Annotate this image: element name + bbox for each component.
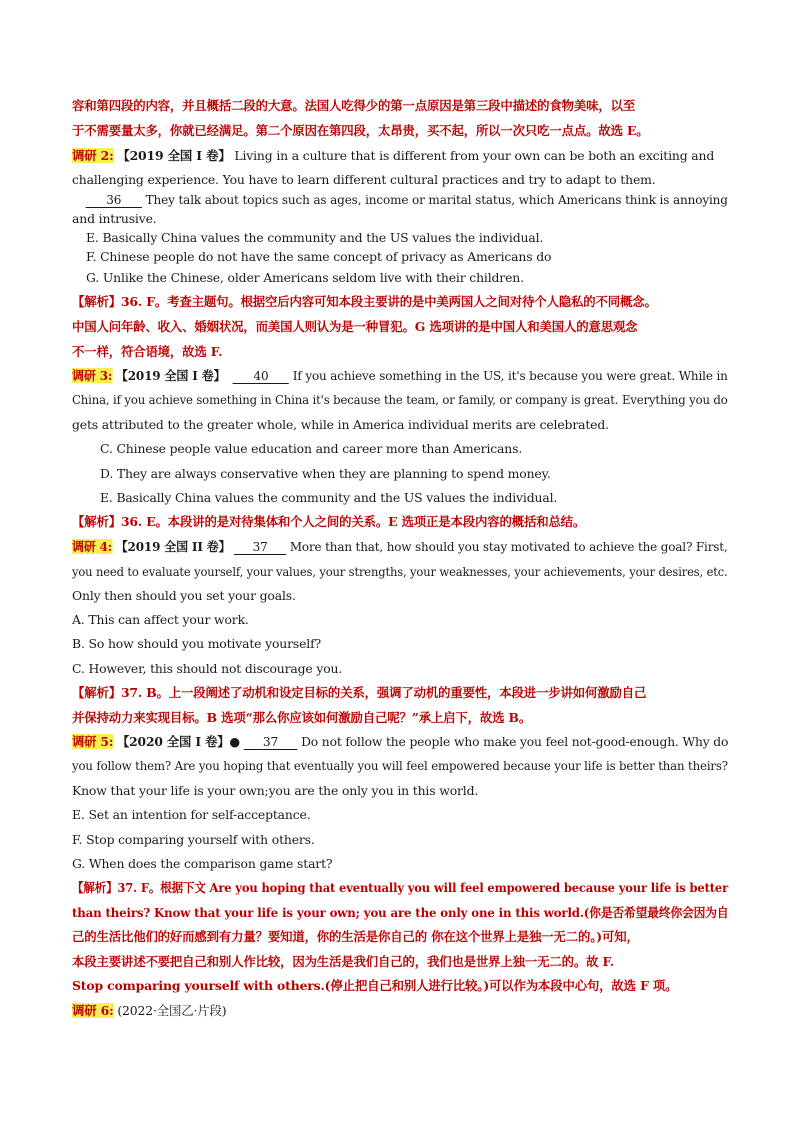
q2-blank: 36: [86, 193, 142, 208]
q5-text-1: Do not follow the people who make you feel not-good-enough. Why do: [301, 734, 729, 749]
q4-stem-line-2: you need to evaluate yourself, your values, your strengths, your weaknesses, your achievements, your desires, etc.: [72, 564, 728, 579]
q2-text-1: Living in a culture that is different from your own can be both an exciting and: [234, 148, 715, 163]
q5-stem-line-1: [72, 734, 728, 750]
q5-analysis-line-2: than theirs? Know that your life is your own; you are the only one in this world.(你是否希望最终你会因为自: [72, 905, 729, 920]
q4-text-1: More than that, how should you stay motivated to achieve the goal? First,: [289, 539, 728, 554]
q5-blank: 37: [244, 735, 298, 750]
q6-header: [72, 1003, 226, 1019]
q5-option-g: G. When does the comparison game start?: [72, 856, 333, 871]
q3-tag: 调研 3:: [72, 368, 113, 383]
q2-stem-line-3: [72, 192, 728, 208]
q4-analysis-line-1: 【解析】37. B。上一段阐述了动机和设定目标的关系，强调了动机的重要性，本段进一步讲如何激励自己: [72, 685, 647, 700]
q5-stem-line-2: you follow them? Are you hoping that eventually you will feel empowered because your life is better than theirs?: [72, 758, 728, 773]
q4-option-c: C. However, this should not discourage you.: [72, 661, 343, 676]
q3-option-c: C. Chinese people value education and career more than Americans.: [100, 441, 523, 456]
q3-text-1: If you achieve something in the US, it's because you were great. While in: [292, 368, 728, 383]
q2-option-f: F. Chinese people do not have the same concept of privacy as Americans do: [86, 249, 552, 264]
intro-analysis-line-1: 容和第四段的内容，并且概括二段的大意。法国人吃得少的第一点原因是第三段中描述的食物美味，以至: [72, 98, 636, 113]
q5-option-f: F. Stop comparing yourself with others.: [72, 832, 315, 847]
q4-blank: 37: [234, 540, 286, 555]
q5-analysis-line-5: Stop comparing yourself with others.(停止把自己和别人进行比较。)可以作为本段中心句，故选 F 项。: [72, 978, 678, 993]
q3-analysis: 【解析】36. E。本段讲的是对待集体和个人之间的关系。E 选项正是本段内容的概括和总结。: [72, 514, 586, 529]
q4-option-b: B. So how should you motivate yourself?: [72, 636, 322, 651]
q2-tag: 调研 2:: [72, 148, 114, 163]
q4-stem-line-3: Only then should you set your goals.: [72, 588, 296, 603]
q3-option-d: D. They are always conservative when they are planning to spend money.: [100, 466, 551, 481]
intro-analysis-line-2: 于不需要量太多，你就已经满足。第二个原因在第四段，太昂贵，买不起，所以一次只吃一点点。故选 E。: [72, 123, 649, 138]
q5-stem-line-3: Know that your life is your own;you are the only you in this world.: [72, 783, 479, 798]
q4-source: 【2019 全国 II 卷】: [115, 539, 231, 554]
q5-source: 【2020 全国 I 卷】●: [116, 734, 240, 749]
q3-source: 【2019 全国 I 卷】: [115, 368, 226, 383]
q2-analysis-line-2: 中国人问年龄、收入、婚姻状况，而美国人则认为是一种冒犯。G 选项讲的是中国人和美国人的意思观念: [72, 319, 638, 334]
q6-source: (2022·全国乙·片段): [117, 1003, 227, 1018]
q2-stem-line-1: [72, 148, 714, 164]
q3-blank: 40: [233, 369, 289, 384]
q6-tag: 调研 6:: [72, 1003, 114, 1018]
q5-analysis-line-4: 本段主要讲述不要把自己和别人作比较，因为生活是我们自己的，我们也是世界上独一无二的。故 F.: [72, 954, 615, 969]
q2-analysis-line-3: 不一样，符合语境，故选 F.: [72, 344, 223, 359]
q3-option-e: E. Basically China values the community and the US values the individual.: [100, 490, 558, 505]
q2-option-e: E. Basically China values the community and the US values the individual.: [86, 230, 544, 245]
q3-stem-line-1: [72, 368, 728, 384]
q2-option-g: G. Unlike the Chinese, older Americans seldom live with their children.: [86, 270, 524, 285]
q2-analysis-line-1: 【解析】36. F。考查主题句。根据空后内容可知本段主要讲的是中美两国人之间对待个人隐私的不同概念。: [72, 294, 657, 309]
q2-text-3: They talk about topics such as ages, income or marital status, which Americans think is annoying: [145, 192, 728, 207]
q5-option-e: E. Set an intention for self-acceptance.: [72, 807, 311, 822]
q2-source: 【2019 全国 I 卷】: [117, 148, 231, 163]
q5-analysis-line-1: 【解析】37. F。根据下文 Are you hoping that eventually you will feel empowered because your life is better: [72, 880, 729, 895]
q3-stem-line-2: China, if you achieve something in China it's because the team, or family, or company is great. Everything you do: [72, 392, 728, 407]
q5-tag: 调研 5:: [72, 734, 114, 749]
q2-stem-line-2: challenging experience. You have to learn different cultural practices and try to adapt to them.: [72, 172, 656, 187]
q3-stem-line-3: gets attributed to the greater whole, while in America individual merits are celebrated.: [72, 417, 609, 432]
q4-option-a: A. This can affect your work.: [72, 612, 249, 627]
q5-analysis-line-3: 己的生活比他们的好而感到有力量？要知道，你的生活是你自己的 你在这个世界上是独一无二的。)可知，: [72, 929, 639, 944]
q4-analysis-line-2: 并保持动力来实现目标。B 选项“那么你应该如何激励自己呢？”承上启下，故选 B。: [72, 710, 532, 725]
q4-stem-line-1: [72, 539, 728, 555]
q4-tag: 调研 4:: [72, 539, 113, 554]
q2-stem-line-4: and intrusive.: [72, 211, 157, 226]
